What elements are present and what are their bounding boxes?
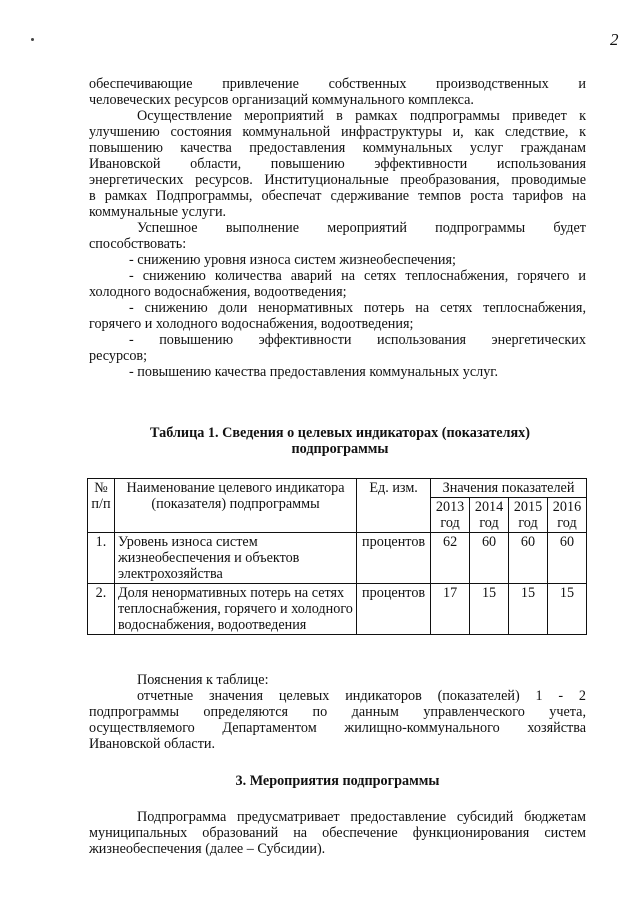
effects-line: улучшению состояния коммунальной инфраструктуры и, как следствие, к bbox=[89, 124, 586, 140]
col-header-no: № п/п bbox=[88, 479, 115, 533]
row-name: Уровень износа систем жизнеобеспечения и объектов электрохозяйства bbox=[114, 533, 356, 584]
bullet-line: - снижению доли ненормативных потерь на сетях теплоснабжения, bbox=[129, 300, 586, 316]
page-number: 2 bbox=[610, 30, 619, 49]
col-header-unit: Ед. изм. bbox=[357, 479, 431, 533]
intro-line: обеспечивающие привлечение собственных производственных и bbox=[89, 76, 586, 92]
section-line: Подпрограмма предусматривает предоставление субсидий бюджетам bbox=[137, 809, 586, 825]
table-row bbox=[88, 533, 587, 584]
row-value: 62 bbox=[431, 533, 470, 584]
row-no: 2. bbox=[88, 584, 115, 635]
table-caption bbox=[120, 425, 560, 457]
row-value: 60 bbox=[470, 533, 509, 584]
table-caption-line: подпрограммы bbox=[291, 441, 389, 457]
notes-line: отчетные значения целевых индикаторов (показателей) 1 - 2 bbox=[137, 688, 586, 704]
notes-line: Ивановской области. bbox=[89, 736, 216, 752]
year-header: 2015 год bbox=[509, 498, 548, 533]
section-heading: 3. Мероприятия подпрограммы bbox=[235, 773, 440, 789]
indicators-table bbox=[87, 478, 587, 635]
bullet-line: - повышению качества предоставления коммунальных услуг. bbox=[129, 364, 499, 380]
table-notes bbox=[89, 672, 586, 752]
year-header: 2014 год bbox=[470, 498, 509, 533]
row-value: 60 bbox=[547, 533, 586, 584]
effects-line: в рамках Подпрограммы, обеспечат сдерживание темпов роста тарифов на bbox=[89, 188, 586, 204]
body-text-top bbox=[89, 76, 586, 380]
bullet-line: - снижению количества аварий на сетях теплоснабжения, горячего и bbox=[129, 268, 586, 284]
success-line: Успешное выполнение мероприятий подпрограммы будет bbox=[137, 220, 586, 236]
effects-line: коммунальные услуги. bbox=[89, 204, 227, 220]
row-value: 17 bbox=[431, 584, 470, 635]
bullet-line: горячего и холодного водоснабжения, водоотведения; bbox=[89, 316, 414, 332]
col-header-values: Значения показателей bbox=[431, 479, 587, 498]
intro-line: человеческих ресурсов организаций коммунального комплекса. bbox=[89, 92, 474, 108]
year-header: 2013 год bbox=[431, 498, 470, 533]
table-row bbox=[88, 584, 587, 635]
row-value: 15 bbox=[509, 584, 548, 635]
bullet-line: - повышению эффективности использования энергетических bbox=[129, 332, 586, 348]
section-line: жизнеобеспечения (далее – Субсидии). bbox=[89, 841, 326, 857]
section-line: муниципальных образований на обеспечение функционирования систем bbox=[89, 825, 586, 841]
notes-line: подпрограммы определяются по данным управленческого учета, bbox=[89, 704, 586, 720]
row-value: 60 bbox=[509, 533, 548, 584]
bullet-line: холодного водоснабжения, водоотведения; bbox=[89, 284, 347, 300]
bullet-line: - снижению уровня износа систем жизнеобеспечения; bbox=[129, 252, 456, 268]
row-unit: процентов bbox=[357, 584, 431, 635]
success-line: способствовать: bbox=[89, 236, 187, 252]
year-header: 2016 год bbox=[547, 498, 586, 533]
effects-line: повышению качества предоставления коммунальных услуг гражданам bbox=[89, 140, 586, 156]
notes-title: Пояснения к таблице: bbox=[137, 672, 269, 688]
bullet-line: ресурсов; bbox=[89, 348, 148, 364]
section-text bbox=[89, 809, 586, 857]
col-header-name: Наименование целевого индикатора (показателя) подпрограммы bbox=[114, 479, 356, 533]
scan-speck bbox=[31, 38, 34, 41]
effects-line: энергетических ресурсов. Институциональные преобразования, проводимые bbox=[89, 172, 586, 188]
row-value: 15 bbox=[547, 584, 586, 635]
row-value: 15 bbox=[470, 584, 509, 635]
row-unit: процентов bbox=[357, 533, 431, 584]
row-name: Доля ненормативных потерь на сетях теплоснабжения, горячего и холодного водоснабжения, водоотведения bbox=[114, 584, 356, 635]
row-no: 1. bbox=[88, 533, 115, 584]
notes-line: осуществляемого Департаментом жилищно-коммунального хозяйства bbox=[89, 720, 586, 736]
effects-line: Осуществление мероприятий в рамках подпрограммы приведет к bbox=[137, 108, 586, 124]
effects-line: Ивановской области, повышению эффективности использования bbox=[89, 156, 586, 172]
table-caption-line: Таблица 1. Сведения о целевых индикаторах (показателях) bbox=[150, 425, 530, 441]
